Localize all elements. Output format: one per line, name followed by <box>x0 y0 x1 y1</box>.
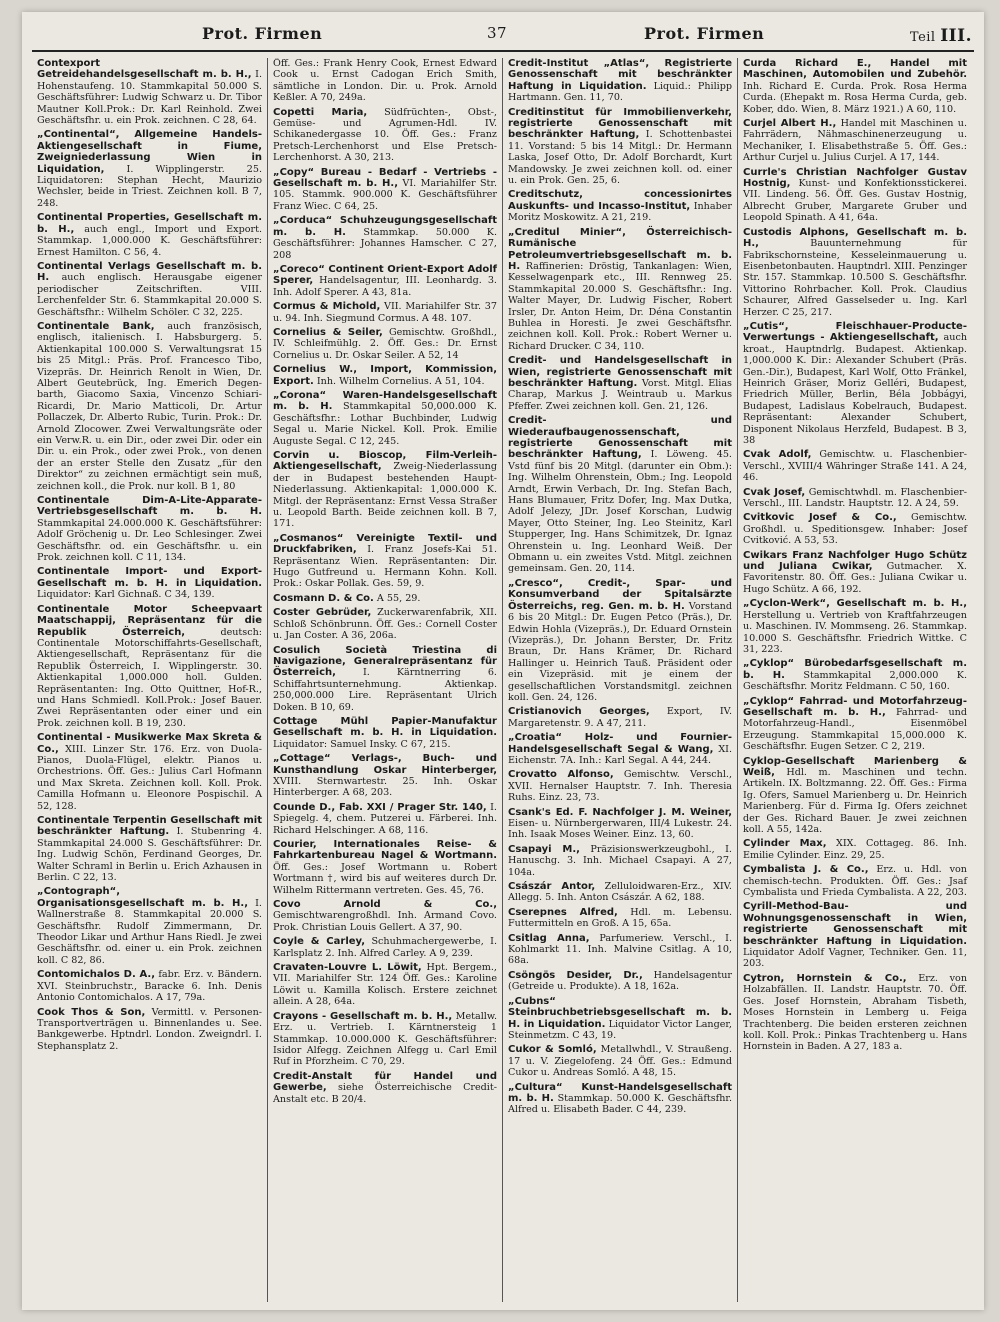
entry-text: Bauunternehmung für Fabrikschornsteine, Kesseleinmauerung u. Eisenbetonbauten. Hauptndrl. XIII. Penzinger Str. 157. Stammkap. 10.500 S. Geschäftsfhr. Vittorino Rohrbacher. Koll. Prok. Claudius Schaurer, Alfred Gasselseder u. Ing. Karl Herzer. C 25, 217. <box>743 238 967 318</box>
entry-name: „Croatia“ Holz- und Fournier-Handelsgesellschaft Segal & Wang, <box>508 732 732 755</box>
directory-entry <box>37 969 262 1003</box>
entry-name: „Cyklop“ Fahrrad- und Motorfahrzeug-Gesellschaft m. b. H., <box>743 695 967 718</box>
entry-text: XIII. Linzer Str. 176. Erz. von Duola-Pianos, Duola-Flügel, elektr. Pianos u. Orchestrions. Öff. Ges.: Julius Carl Hofmann und Max Skreta. Zeichnen koll. Koll. Prok. Camilla Hofmann u. Eleonore Pospischil. A 52, 128. <box>37 743 262 812</box>
entry-name: „Cosmanos“ Vereinigte Textil- und Druckfabriken, <box>273 532 497 556</box>
entry-text: Stammkapital 24.000.000 K. Geschäftsführer: Adolf Gröchenig u. Dr. Leo Schlesinger. Zwei Geschäftsfhr. od. ein Geschäftsfhr. u. ein Prok. zeichnen koll. C 11, 134. <box>37 517 262 564</box>
directory-entry <box>273 936 497 959</box>
entry-text: A 55, 29. <box>376 592 421 604</box>
entry-name: Cosmann D. & Co. <box>273 592 374 604</box>
entry-name: Copetti Maria, <box>273 106 368 118</box>
entry-text: Hdl. m. Lebensu. Futtermitteln en Groß. A 15, 65a. <box>508 906 732 930</box>
entry-text: XIX. Cottageg. 86. Inh. Emilie Cylinder. Einz. 29, 25. <box>743 838 967 861</box>
entry-name: Cosulich Società Triestina di Navigazione, Generalrepräsentanz für Österreich, <box>273 644 497 679</box>
entry-text: Gemischtw. u. Flaschenbier-Verschl., XVIII/4 Währinger Straße 141. A 24, 46. <box>743 449 967 484</box>
column-2 <box>267 58 502 1302</box>
directory-entry <box>37 321 262 492</box>
column-3 <box>502 58 737 1302</box>
directory-entry <box>508 355 732 412</box>
directory-entry <box>508 58 732 104</box>
entry-text: Präzisionswerkzeugbohl., I. Hanuschg. 3. Inh. Michael Csapayi. A 27, 104a. <box>508 843 732 878</box>
entry-text: auch engl., Import und Export. Stammkap. 1,000.000 K. Geschäftsführer: Ernest Hamilton. C 56, 4. <box>37 223 262 258</box>
entry-text: Fahrrad- und Motorfahrzeug-Handl., Eisenmöbel Erzeugung. Stammkapital 15,000.000 K. Geschäftsfhr. Eugen Setzer. C 2, 219. <box>743 706 967 753</box>
entry-text: Hdl. m. Maschinen und techn. Artikeln. IX. Boltzmanng. 22. Öff. Ges.: Firma Ig. Ofers, Samuel Marienberg u. Dr. Heinrich Marienberg. Für d. Firma Ig. Ofers zeichnet der Ges. Richard Bauer. Je zwei zeichnen koll. A 55, 142a. <box>743 766 967 835</box>
directory-entry <box>508 1044 732 1078</box>
entry-name: Coster Gebrüder, <box>273 607 372 619</box>
entry-name: Continentale Terpentin Gesellschaft mit beschränkter Haftung. <box>37 815 262 838</box>
entry-text: VII. Mariahilfer Str. 37 u. 94. Inh. Siegmund Cormus. A 48. 107. <box>273 301 497 324</box>
entry-text: Südfrüchten-, Obst-, Gemüse- und Agrumen-Hdl. IV. Schikanedergasse 10. Öff. Ges.: Franz Pretsch-Lerchenhorst und Else Pretsch-Lerchenhorst. A 30, 213. <box>273 106 497 164</box>
entry-name: Creditschutz, concessionirtes Auskunfts- und Incasso-Institut, <box>508 189 732 212</box>
entry-text: Liquidator Adolf Vagner, Techniker. Gen. 11, 203. <box>743 947 967 970</box>
entry-name: Counde D., Fab. XXI / Prager Str. 140, <box>273 801 487 813</box>
entry-text: Gemischtw. Großhdl. u. Speditionsgew. Inhaber: Josef Cvitković. A 53, 53. <box>743 512 967 547</box>
directory-entry <box>273 107 497 164</box>
entry-name: Cvak Adolf, <box>743 449 812 461</box>
directory-entry <box>743 550 967 596</box>
entry-name: Cook Thos & Son, <box>37 1006 146 1018</box>
directory-entry <box>508 807 732 841</box>
entry-name: Cornelius & Seiler, <box>273 326 383 338</box>
entry-text: Liquid.: Philipp Hartmann. Gen. 11, 70. <box>508 80 733 104</box>
entry-name: „Cutis“, Fleischhauer-Producte-Verwertungs - Aktiengesellschaft, <box>743 320 967 344</box>
entry-text: Schuhmachergewerbe, I. Karlsplatz 2. Inh. Alfred Carley. A 9, 239. <box>273 936 497 959</box>
entry-name: „Coreco“ Continent Orient-Export Adolf Sperer, <box>273 263 497 287</box>
directory-entry <box>273 899 497 933</box>
directory-entry <box>508 415 732 575</box>
entry-text: Liquidator Victor Langer, Steinmetzm. C 43, 19. <box>508 1018 732 1041</box>
entry-text: XI. Eichenstr. 7A. Inh.: Karl Segal. A 44, 244. <box>508 743 732 766</box>
entry-name: Continentale Dim-A-Lite-Apparate-Vertriebsgesellschaft m. b. H. <box>37 495 262 518</box>
entry-name: Cylinder Max, <box>743 838 827 850</box>
directory-entry <box>37 815 262 883</box>
entry-name: „Cottage“ Verlags-, Buch- und Kunsthandlung Oskar Hinterberger, <box>273 753 497 776</box>
entry-text: Zuckerwarenfabrik, XII. Schloß Schönbrunn. Öff. Ges.: Cornell Coster u. Jan Coster. A 36, 206a. <box>273 607 497 642</box>
entry-name: Cukor & Somló, <box>508 1044 597 1056</box>
entry-name: Continentale Import- und Export-Gesellschaft m. b. H. in Liquidation. <box>37 566 262 589</box>
page-header <box>32 22 974 52</box>
directory-entry <box>743 227 967 318</box>
directory-entry <box>508 769 732 803</box>
directory-entry <box>508 881 732 904</box>
entry-text: Herstellung u. Vertrieb von Kraftfahrzeugen u. Maschinen. IV. Mommseng. 26. Stammkap. 10.000 S. Geschäftsfhr. Friedrich Wittke. C 31, 223. <box>743 609 967 655</box>
directory-entry <box>508 578 732 703</box>
directory-entry <box>508 844 732 878</box>
entry-text: Stammkapital 50,000.000 K. Geschäftsfhr.: Lothar Buchbinder, Ludwig Segal u. Marie Nickel. Koll. Prok. Emilie Auguste Segal. C 12, 245. <box>273 401 497 447</box>
entry-text: Vermittl. v. Personen-Transportverträgen u. Binnenlandes u. See. Bankgewerbe. Hptndrl. London. Zweigndrl. I. Stephansplatz 2. <box>37 1006 262 1052</box>
directory-entry <box>743 598 967 655</box>
entry-text: auch französisch, englisch, italienisch. I. Habsburgerg. 5. Aktienkapital 100.000 S. Verwaltungsrat 15 bis 25 Mitgl.: Präs. Prof. Francesco Tibo, Vizepräs. Dr. Heinrich Renolt in Wien, Dr. Albert Geutebrück, Ing. Emerich Degen-barth, Giacomo Saxia, Vincenzo Schiari-Ricardi, Dr. Mario Matticoli, Dr. Artur Pollaczek, Dr. Alberto Rubic, Turin. Prok.: Dr. Arnold Zlocower. Zwei Verwaltungsräte oder ein Verw.R. u. ein Dir., oder zwei Dir. oder ein Dir. u. ein Prok., oder zwei Prok., von denen der an erster Stelle den Zusatz „für den Direktor“ zu zeichnen ermächtigt sein muß, zeichnen koll., die Prok. nur koll. B 1, 80 <box>37 320 262 492</box>
directory-entry <box>273 802 497 836</box>
entry-name: Continental Verlags Gesellschaft m. b. H. <box>37 260 262 284</box>
entry-text: Liquidator: Karl Gichnaß. C 34, 139. <box>37 589 215 601</box>
entry-text: I. Hohenstaufeng. 10. Stammkapital 50.000 S. Geschäftsführer: Ludwig Schwarz u. Dr. Tibor Mautner Koll.Prok.: Dr. Karl Reinhold. Zwei Geschäftsfhr. u. ein Prok. zeichnen. C 28, 64. <box>37 69 262 127</box>
entry-text: Inhaber Moritz Moskowitz. A 21, 219. <box>508 200 732 224</box>
entry-text: Stammkap. 50.000 K. Geschäftsführer: Johannes Hamscher. C 27, 208 <box>273 226 497 261</box>
entry-text: Stammkap. 50.000 K. Geschäftsfhr. Alfred u. Elisabeth Bader. C 44, 239. <box>508 1092 732 1116</box>
entry-name: Credit-Anstalt für Handel und Gewerbe, <box>273 1070 497 1094</box>
directory-entry <box>273 607 497 641</box>
entry-text: Erz. u. Hdl. von chemisch-techn. Produkten. Öff. Ges.: Jsaf Cymbalista und Frieda Cymbalista. A 22, 203. <box>743 864 967 899</box>
entry-name: Curjel Albert H., <box>743 118 837 130</box>
entry-text: Inh. Wilhelm Cornelius. A 51, 104. <box>316 375 485 387</box>
entry-name: Corvin u. Bioscop, Film-Verleih-Aktiengesellschaft, <box>273 450 497 473</box>
directory-entry <box>273 364 497 387</box>
directory-entry <box>743 449 967 483</box>
entry-name: „Creditul Minier“, Österreichisch-Rumänische Petroleumvertriebsgesellschaft m. b. H. <box>508 226 732 272</box>
entry-name: „Cultura“ Kunst-Handelsgesellschaft m. b. H. <box>508 1081 732 1104</box>
entry-text: fabr. Erz. v. Bändern. XVI. Steinbruchstr., Baracke 6. Inh. Denis Antonio Contomichalos. A 17, 79a. <box>37 969 262 1004</box>
entry-text: Handelsagentur, III. Leonhardg. 3. Inh. Adolf Sperer. A 43, 81a. <box>273 275 497 298</box>
directory-entry <box>743 58 967 115</box>
entry-text: Liquidator: Samuel Insky. C 67, 215. <box>273 738 451 750</box>
entry-name: „Cyklop“ Bürobedarfsgesellschaft m. b. H. <box>743 658 967 681</box>
entry-name: Cvitkovic Josef & Co., <box>743 512 897 524</box>
directory-entry <box>37 212 262 258</box>
directory-entry <box>273 301 497 324</box>
entry-text: Zelluloidwaren-Erz., XIV. Allegg. 5. Inh. Anton Császár. A 62, 188. <box>508 881 732 904</box>
directory-entry <box>508 933 732 967</box>
entry-name: Custodis Alphons, Gesellschaft m. b. H., <box>743 226 967 250</box>
entry-text: Gemischtw. Verschl., XVII. Hernalser Hauptstr. 7. Inh. Theresia Ruhs. Einz. 23, 73. <box>508 769 732 804</box>
entry-name: Credit- und Handelsgesellschaft in Wien, registrierte Genossenschaft mit beschränkter Haftung. <box>508 355 732 389</box>
entry-name: Curda Richard E., Handel mit Maschinen, Automobilen und Zubehör. <box>743 58 967 81</box>
directory-entry <box>743 487 967 510</box>
entry-text: auch kroat., Hauptndrlg. Budapest. Aktienkap. 1,000.000 K. Dir.: Alexander Schubert (Präs. Gen.-Dir.), Budapest, Karl Wolf, Otto Fränkel, Heinrich Gräser, Moriz Gelléri, Budapest, Friedrich Müller, Berlin, Béla Jobbágyi, Budapest, Ladislaus Kobelrauch, Budapest. Repräsentant: Alexander Schubert, Disponent Nikolaus Herzfeld, Budapest. B 3, 38 <box>743 332 967 446</box>
entry-text: Gemischtw. Großhdl., IV. Schleifmühlg. 2. Öff. Ges.: Dr. Ernst Cornelius u. Dr. Oskar Seiler. A 52, 14 <box>273 326 497 361</box>
entry-text: siehe Österreichische Credit-Anstalt etc. B 20/4. <box>273 1082 497 1105</box>
entry-text: Handel mit Maschinen u. Fahrrädern, Nähmaschinenerzeugung u. Mechaniker, I. Elisabethstraße 5. Öff. Ges.: Arthur Curjel u. Julius Curjel. A 17, 144. <box>743 118 968 164</box>
entry-text: Handelsagentur (Getreide u. Produkte). A 18, 162a. <box>508 969 732 993</box>
entry-text: Zweig-Niederlassung der in Budapest bestehenden Haupt-Niederlassung. Aktienkapital: 1,000.000 K. Mitgl. der Repräsentanz: Ernst Vessa Straßer u. Leopold Barth. Beide zeichnen koll. B 7, 171. <box>273 461 497 530</box>
directory-entry <box>37 1007 262 1053</box>
entry-text: I. Franz Josefs-Kai 51. Repräsentanz Wien. Repräsentanten: Dir. Hugo Gutfreund u. Hermann Kohn. Koll. Prok.: Oskar Pollak. Ges. 59, 9. <box>273 544 497 590</box>
entry-name: Csapayi M., <box>508 843 580 855</box>
directory-entry <box>37 58 262 126</box>
entry-name: Cristianovich Georges, <box>508 706 650 718</box>
directory-entry <box>273 1011 497 1068</box>
page-number: 37 <box>487 24 508 42</box>
entry-text: Raffinerien: Dröstig, Tankanlagen: Wien, Kesselwagenpark etc., III. Rennweg 25. Stammkapital 20.000 S. Geschäftsfhr.: Ing. Walter Mayer, Dr. Ludwig Fischer, Robert Irsler, Dr. Anton Heim, Dr. Déna Constantin Buhlea in Horesti. Je zwei Geschäftsfhr. zeichnen koll. Koll. Prok.: Robert Werner u. Richard Drucker. C 34, 110. <box>508 260 732 352</box>
entry-text: I. Löweng. 45. Vstd fünf bis 20 Mitgl. (darunter ein Obm.): Ing. Wilhelm Ohrenstein, Obm.; Ing. Leopold Arndt, Erwin Verbach, Dr. Ing. Stefan Bach, Hans Blumauer, Fritz Dofer, Ing. Max Dutka, Adolf Jelezy, JDr. Josef Korschan, Ludwig Mayer, Otto Steiner, Ing. Leo Steinitz, Karl Stupperger, Ing. Hans Schimitzek, Dr. Ignaz Ohrenstein u. Ing. Leonhard Weiß. Der Obmann u. ein zweites Vstd. Mitgl. zeichnen gemeinsam. Gen. 20, 114. <box>508 449 732 575</box>
directory-entry <box>273 1071 497 1105</box>
entry-text: Kunst- und Konfektionsstickerei. VII. Lindeng. 56. Öff. Ges. Gustav Hostnig, Albrecht Gruber, Margarete Gruber und Leopold Spinath. A 41, 64a. <box>743 178 967 224</box>
entry-name: Credit- und Wiederaufbaugenossenschaft, registrierte Genossenschaft mit beschränkter Haftung, <box>508 415 732 461</box>
directory-entry <box>37 495 262 563</box>
directory-entry <box>743 973 967 1053</box>
entry-name: Continentale Motor Scheepvaart Maatschappij, Repräsentanz für die Republik Österreich, <box>37 603 262 638</box>
entry-text: Öff. Ges.: Josef Wortmann u. Robert Wortmann †, wird bis auf weiteres durch Dr. Wilhelm Rittermann vertreten. Ges. 45, 76. <box>273 861 497 896</box>
directory-entry <box>743 756 967 836</box>
directory-entry <box>273 533 497 590</box>
entry-text: I. Schottenbastei 11. Vorstand: 5 bis 14 Mitgl.: Dr. Hermann Laska, Josef Otto, Dr. Adolf Borchardt, Kurt Mandowsky. Je zwei zeichnen koll. od. einer u. ein Prok. Gen. 25, 6. <box>508 129 732 187</box>
directory-entry <box>273 450 497 530</box>
entry-name: Cyrill-Method-Bau- und Wohnungsgenossenschaft in Wien, registrierte Genossenschaft mit beschränkter Haftung in Liquidation. <box>743 901 967 947</box>
entry-text: Parfumeriew. Verschl., I. Kohlmarkt 11. Inh. Malvine Csitlag. A 10, 68a. <box>508 932 732 967</box>
entry-text: Gutmacher. X. Favoritenstr. 80. Öff. Ges.: Juliana Cwikar u. Hugo Schütz. A 66, 192. <box>743 561 967 595</box>
part-indicator <box>910 26 972 46</box>
entry-name: „Cresco“, Credit-, Spar- und Konsumverband der Spitalsärzte Österreichs, reg. Gen. m. b. H. <box>508 577 732 612</box>
entry-name: Contomichalos D. A., <box>37 969 156 981</box>
entry-text: Vorst. Mitgl. Elias Charap, Markus J. Weintraub u. Markus Pfeffer. Zwei zeichnen koll. Gen. 21, 126. <box>508 377 732 412</box>
entry-name: Cvak Josef, <box>743 486 806 498</box>
directory-entry <box>273 264 497 298</box>
entry-name: „Cubns“ Steinbruchbetriebsgesellschaft m. b. H. in Liquidation. <box>508 995 732 1030</box>
part-label: Teil <box>909 30 936 45</box>
directory-entry <box>273 839 497 896</box>
directory-entry <box>273 167 497 213</box>
directory-entry <box>743 838 967 861</box>
directory-page <box>22 12 984 1310</box>
entry-name: „Continental“, Allgemeine Handels-Aktiengesellschaft in Fiume, Zweigniederlassung Wien in Liquidation, <box>37 129 262 175</box>
entry-text: Vorstand 6 bis 20 Mitgl.: Dr. Eugen Petco (Präs.), Dr. Edwin Hohla (Vizepräs.), Dr. Eduard Ornstein (Vizepräs.), Dr. Johann Berster, Dr. Fritz Braun, Dr. Hans Krämer, Dr. Richard Hallinger u. Heinrich Tauß. Präsident oder ein Vizepräsid. mit je einem der gesellschaftlichen Vorstandsmitgl. zeichnen koll. Gen. 24, 126. <box>508 600 732 703</box>
entry-name: Credit-Institut „Atlas“, Registrierte Genossenschaft mit beschränkter Haftung in Liquidation. <box>508 58 732 92</box>
entry-name: Csitlag Anna, <box>508 932 590 944</box>
entry-text: Inh. Richard E. Curda. Prok. Rosa Herma Curda. (Ehepakt m. Rosa Herma Curda, geb. Kober, ddo. Wien, 8. März 1921.) A 60, 110. <box>743 80 967 115</box>
directory-entry <box>743 512 967 546</box>
directory-entry <box>743 864 967 898</box>
entry-name: „Corduca“ Schuhzeugungsgesellschaft m. b. H. <box>273 215 497 238</box>
entry-text: I. Wipplingerstr. 25. Liquidatoren: Stephan Hecht, Maurizio Wechsler, beide in Triest. Zeichnen koll. B 7, 248. <box>37 163 262 209</box>
entry-text: I. Wallnerstraße 8. Stammkapital 20.000 S. Geschäftsfhr. Rudolf Zimmermann, Dr. Theodor Likar und Arthur Hans Riedl. Je zwei Geschäftsfhr. od. einer u. ein Prok. zeichnen koll. C 82, 86. <box>37 897 262 966</box>
directory-entry <box>273 390 497 447</box>
directory-entry <box>273 962 497 1008</box>
entry-text: I. Stubenring 4. Stammkapital 24.000 S. Geschäftsführer: Dr. Ing. Ludwig Schön, Ferdinand Georges, Dr. Walter Schraml in Berlin u. Erich Azhausen in Berlin. C 22, 13. <box>37 826 262 884</box>
directory-entry <box>273 215 497 261</box>
column-4 <box>737 58 972 1302</box>
entry-text: Hpt. Bergem., VII. Mariahilfer Str. 124 Öff. Ges.: Karoline Löwit u. Kamilla Kolisch. Erstere zeichnet allein. A 28, 64a. <box>273 962 497 1008</box>
entry-name: Covo Arnold & Co., <box>273 899 497 911</box>
entry-name: Cserepnes Alfred, <box>508 906 618 918</box>
entry-name: Cravaten-Louvre L. Löwit, <box>273 962 422 974</box>
directory-entry <box>37 129 262 209</box>
header-right-title: Prot. Firmen <box>644 24 765 43</box>
directory-entry <box>273 716 497 750</box>
entry-text: Metallwhdl., V. Straußeng. 17 u. V. Ziegelofeng. 24 Öff. Ges.: Edmund Cukor u. Andreas Somló. A 48, 15. <box>508 1044 732 1079</box>
directory-entry <box>743 167 967 224</box>
entry-text: XVIII. Sternwartestr. 25. Inh. Oskar Hinterberger. A 68, 203. <box>273 775 497 799</box>
directory-entry <box>37 566 262 600</box>
entry-text: Eisen- u. Nürnbergerwaren, III/4 Lukestr. 24. Inh. Isaak Moses Weiner. Einz. 13, 60. <box>508 818 732 841</box>
entry-name: Csank's Ed. F. Nachfolger J. M. Weiner, <box>508 806 732 818</box>
entry-name: Continental - Musikwerke Max Skreta & Co., <box>37 732 262 755</box>
entry-name: Cornelius W., Import, Kommission, Export. <box>273 364 497 387</box>
directory-entry <box>508 706 732 729</box>
directory-entry <box>743 696 967 753</box>
directory-entry <box>508 996 732 1042</box>
entry-name: Continental Properties, Gesellschaft m. b. H., <box>37 212 262 235</box>
directory-entry <box>273 593 497 604</box>
entry-name: Crovatto Alfonso, <box>508 769 614 781</box>
entry-name: Crayons - Gesellschaft m. b. H., <box>273 1010 453 1022</box>
directory-entry <box>508 107 732 187</box>
entry-name: Császár Antor, <box>508 881 596 893</box>
directory-entry <box>273 645 497 713</box>
entry-name: Creditinstitut für Immobilienverkehr, registrierte Genossenschaft mit beschränkter Haftung, <box>508 106 732 141</box>
entry-name: Coyle & Carley, <box>273 936 366 948</box>
entry-text: auch englisch. Herausgabe eigener periodischer Zeitschriften. VIII. Lerchenfelder Str. 6. Stammkapital 20.000 S. Geschäftsfhr.: Wilhelm Schöler. C 32, 225. <box>37 272 262 318</box>
directory-entry <box>37 261 262 318</box>
directory-entry <box>273 753 497 799</box>
entry-name: „Copy“ Bureau - Bedarf - Vertriebs - Gesellschaft m. b. H., <box>273 166 497 190</box>
directory-entry <box>743 658 967 692</box>
directory-entry <box>37 604 262 729</box>
header-left-title: Prot. Firmen <box>202 24 323 43</box>
directory-entry <box>273 58 497 104</box>
entry-name: „Corona“ Waren-Handelsgesellschaft m. b. H. <box>273 389 497 413</box>
directory-entry <box>743 118 967 164</box>
entry-name: „Cyclon-Werk“, Gesellschaft m. b. H., <box>743 598 967 610</box>
entry-name: Currle's Christian Nachfolger Gustav Hostnig, <box>743 166 967 190</box>
directory-entry <box>508 227 732 352</box>
directory-entry <box>508 970 732 993</box>
entry-name: Cymbalista J. & Co., <box>743 864 869 876</box>
part-number: III. <box>940 26 972 46</box>
directory-entry <box>508 189 732 223</box>
directory-entry <box>743 901 967 969</box>
entry-text: I. Kärntnerring 6. Schiffahrtsunternehmung. Aktienkap. 250,000.000 Lire. Repräsentant Ulrich Doken. B 10, 69. <box>273 667 497 713</box>
directory-entry <box>37 732 262 812</box>
entry-text: Gemischtwarengroßhdl. Inh. Armand Covo. Prok. Christian Louis Gellert. A 37, 90. <box>273 910 497 933</box>
directory-entry <box>743 321 967 446</box>
entry-text: Öff. Ges.: Frank Henry Cook, Ernest Edward Cook u. Ernst Cadogan Erich Smith, sämtliche in London. Dir. u. Prok. Arnold Keßler. A 70, 249a. <box>273 58 497 104</box>
directory-entry <box>37 886 262 966</box>
columns <box>32 58 974 1302</box>
entry-text: Stammkapital 2,000.000 K. Geschäftsfhr. Moritz Feldmann. C 50, 160. <box>743 669 968 693</box>
directory-entry <box>273 327 497 361</box>
entry-name: Cwikars Franz Nachfolger Hugo Schütz und Juliana Cwikar, <box>743 549 967 573</box>
directory-entry <box>508 1082 732 1116</box>
entry-name: Continentale Bank, <box>37 320 155 332</box>
entry-name: „Contograph“, Organisationsgesellschaft m. b. H., <box>37 886 248 909</box>
column-1 <box>32 58 267 1302</box>
directory-entry <box>508 732 732 766</box>
entry-text: Export, IV. Margaretenstr. 9. A 47, 211. <box>508 706 732 729</box>
entry-text: deutsch: Continentale Motorschiffahrts-Gesellschaft, Aktiengesellschaft, Repräsentanz für die Republik Österreich, I. Wipplingerstr. 30. Aktienkapital 1,000.000 holl. Gulden. Repräsentanten: Ing. Otto Quittner, Hof-R., und Hans Schmiedl. Koll.Prok.: Josef Bauer. Zwei Repräsentanten oder einer und ein Prok. zeichnen koll. B 19, 230. <box>37 626 262 729</box>
entry-text: Metallw. Erz. u. Vertrieb. I. Kärntnersteig 1 Stammkap. 10.000.000 K. Geschäftsführer: Isidor Alfegg. Zeichnen Alfegg u. Carl Emil Ruf in Pforzheim. C 70, 29. <box>273 1010 497 1068</box>
entry-name: Cormus & Michold, <box>273 301 381 313</box>
entry-text: Erz. von Holzabfällen. II. Landstr. Hauptstr. 70. Öff. Ges. Josef Hornstein, Abraham Tisbeth, Moses Hornstein in Lemberg u. Feiga Trachtenberg. Die beiden ersteren zeichnen koll. Koll. Prok.: Pinkas Trachtenberg u. Hans Hornstein in Baden. A 27, 183 a. <box>743 972 967 1053</box>
entry-name: Contexport Getreidehandelsgesellschaft m. b. H., <box>37 58 252 81</box>
directory-entry <box>508 907 732 930</box>
entry-text: VI. Mariahilfer Str. 105. Stammk. 900.000 K. Geschäftsführer Franz Wiec. C 64, 25. <box>273 178 497 212</box>
entry-text: Gemischtwhdl. m. Flaschenbier-Verschl., III. Landstr. Hauptstr. 12. A 24, 59. <box>743 486 967 510</box>
entry-name: Cyklop-Gesellschaft Marienberg & Weiß, <box>743 755 967 778</box>
entry-text: I. Spiegelg. 4, chem. Putzerei u. Färberei. Inh. Richard Helschinger. A 68, 116. <box>273 801 497 836</box>
entry-name: Csöngös Desider, Dr., <box>508 969 643 981</box>
entry-name: Cytron, Hornstein & Co., <box>743 972 907 984</box>
entry-name: Courier, Internationales Reise- & Fahrkartenbureau Nagel & Wortmann. <box>273 839 497 862</box>
entry-name: Cottage Mühl Papier-Manufaktur Gesellschaft m. b. H. in Liquidation. <box>273 715 497 739</box>
